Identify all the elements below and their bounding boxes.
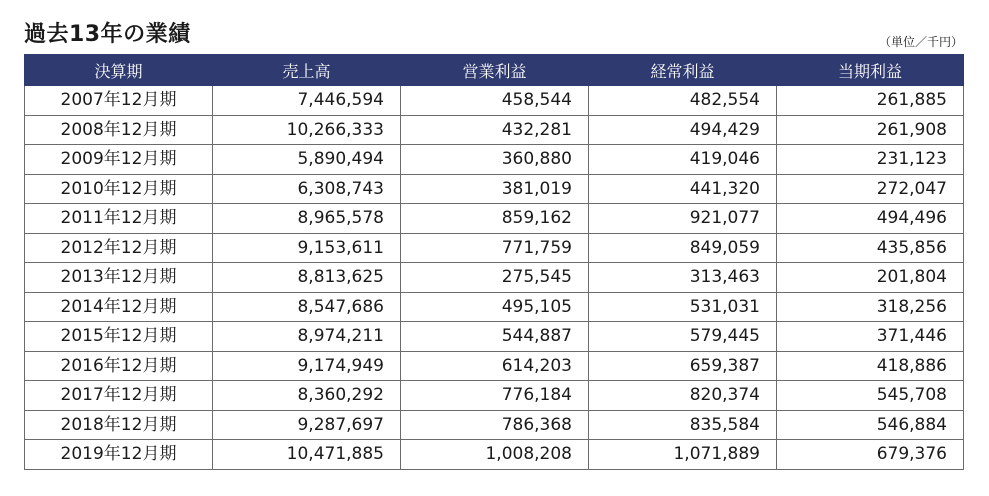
unit-note: （単位／千円） bbox=[878, 35, 963, 49]
value-cell: 6,308,743 bbox=[213, 174, 401, 204]
value-cell: 10,471,885 bbox=[213, 440, 401, 470]
value-cell: 1,008,208 bbox=[401, 440, 589, 470]
value-cell: 261,908 bbox=[777, 115, 964, 145]
value-cell: 9,174,949 bbox=[213, 351, 401, 381]
value-cell: 776,184 bbox=[401, 381, 589, 411]
value-cell: 10,266,333 bbox=[213, 115, 401, 145]
value-cell: 7,446,594 bbox=[213, 86, 401, 116]
period-cell: 2007年12月期 bbox=[25, 86, 213, 116]
value-cell: 545,708 bbox=[777, 381, 964, 411]
value-cell: 272,047 bbox=[777, 174, 964, 204]
period-cell: 2014年12月期 bbox=[25, 292, 213, 322]
value-cell: 458,544 bbox=[401, 86, 589, 116]
header-row bbox=[25, 55, 964, 86]
table-row bbox=[25, 440, 964, 470]
value-cell: 859,162 bbox=[401, 204, 589, 234]
value-cell: 318,256 bbox=[777, 292, 964, 322]
value-cell: 546,884 bbox=[777, 410, 964, 440]
value-cell: 921,077 bbox=[589, 204, 777, 234]
value-cell: 8,360,292 bbox=[213, 381, 401, 411]
value-cell: 201,804 bbox=[777, 263, 964, 293]
value-cell: 435,856 bbox=[777, 233, 964, 263]
value-cell: 261,885 bbox=[777, 86, 964, 116]
value-cell: 9,287,697 bbox=[213, 410, 401, 440]
table-row bbox=[25, 410, 964, 440]
value-cell: 432,281 bbox=[401, 115, 589, 145]
value-cell: 494,496 bbox=[777, 204, 964, 234]
table-row bbox=[25, 174, 964, 204]
value-cell: 8,974,211 bbox=[213, 322, 401, 352]
page-title: 過去13年の業績 bbox=[24, 22, 191, 47]
value-cell: 381,019 bbox=[401, 174, 589, 204]
value-cell: 494,429 bbox=[589, 115, 777, 145]
period-cell: 2011年12月期 bbox=[25, 204, 213, 234]
value-cell: 360,880 bbox=[401, 145, 589, 175]
header-cell: 決算期 bbox=[25, 55, 213, 86]
table-row bbox=[25, 204, 964, 234]
period-cell: 2016年12月期 bbox=[25, 351, 213, 381]
value-cell: 275,545 bbox=[401, 263, 589, 293]
table-row bbox=[25, 115, 964, 145]
table-row bbox=[25, 86, 964, 116]
value-cell: 9,153,611 bbox=[213, 233, 401, 263]
period-cell: 2009年12月期 bbox=[25, 145, 213, 175]
period-cell: 2019年12月期 bbox=[25, 440, 213, 470]
value-cell: 418,886 bbox=[777, 351, 964, 381]
value-cell: 820,374 bbox=[589, 381, 777, 411]
table-row bbox=[25, 233, 964, 263]
table-row bbox=[25, 292, 964, 322]
value-cell: 531,031 bbox=[589, 292, 777, 322]
period-cell: 2010年12月期 bbox=[25, 174, 213, 204]
results-table bbox=[24, 54, 964, 470]
value-cell: 231,123 bbox=[777, 145, 964, 175]
period-cell: 2012年12月期 bbox=[25, 233, 213, 263]
header-cell: 売上高 bbox=[213, 55, 401, 86]
value-cell: 614,203 bbox=[401, 351, 589, 381]
value-cell: 679,376 bbox=[777, 440, 964, 470]
table-row bbox=[25, 322, 964, 352]
period-cell: 2008年12月期 bbox=[25, 115, 213, 145]
value-cell: 835,584 bbox=[589, 410, 777, 440]
period-cell: 2017年12月期 bbox=[25, 381, 213, 411]
table-body bbox=[25, 86, 964, 470]
value-cell: 482,554 bbox=[589, 86, 777, 116]
value-cell: 1,071,889 bbox=[589, 440, 777, 470]
value-cell: 8,547,686 bbox=[213, 292, 401, 322]
value-cell: 786,368 bbox=[401, 410, 589, 440]
value-cell: 495,105 bbox=[401, 292, 589, 322]
value-cell: 8,813,625 bbox=[213, 263, 401, 293]
header-cell: 経常利益 bbox=[589, 55, 777, 86]
table-row bbox=[25, 263, 964, 293]
value-cell: 771,759 bbox=[401, 233, 589, 263]
value-cell: 419,046 bbox=[589, 145, 777, 175]
value-cell: 849,059 bbox=[589, 233, 777, 263]
header-cell: 当期利益 bbox=[777, 55, 964, 86]
value-cell: 579,445 bbox=[589, 322, 777, 352]
value-cell: 659,387 bbox=[589, 351, 777, 381]
value-cell: 544,887 bbox=[401, 322, 589, 352]
value-cell: 313,463 bbox=[589, 263, 777, 293]
value-cell: 8,965,578 bbox=[213, 204, 401, 234]
period-cell: 2013年12月期 bbox=[25, 263, 213, 293]
table-row bbox=[25, 145, 964, 175]
period-cell: 2018年12月期 bbox=[25, 410, 213, 440]
period-cell: 2015年12月期 bbox=[25, 322, 213, 352]
table-row bbox=[25, 351, 964, 381]
header-cell: 営業利益 bbox=[401, 55, 589, 86]
value-cell: 441,320 bbox=[589, 174, 777, 204]
table-row bbox=[25, 381, 964, 411]
value-cell: 371,446 bbox=[777, 322, 964, 352]
value-cell: 5,890,494 bbox=[213, 145, 401, 175]
